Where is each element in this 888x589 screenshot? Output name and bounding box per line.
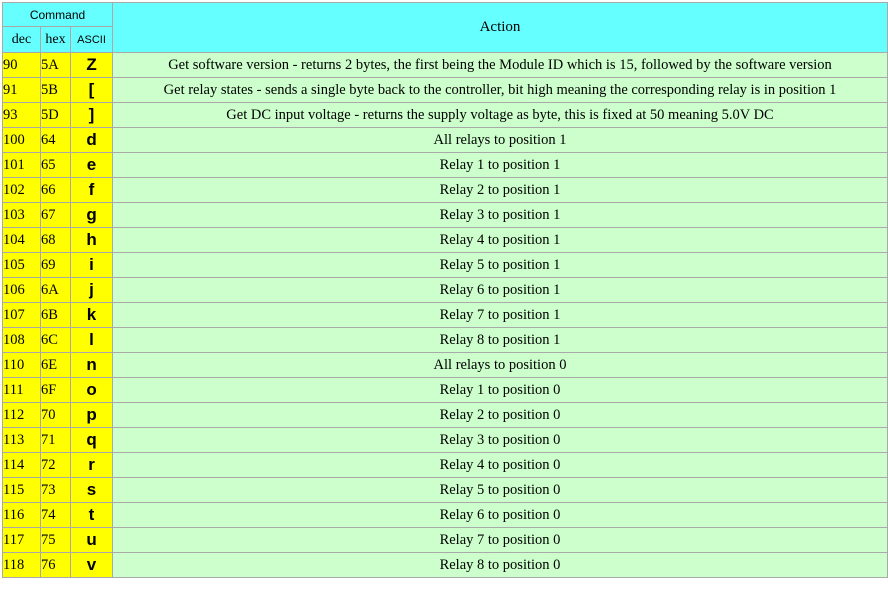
dec-cell: 114 [3, 453, 41, 478]
hex-cell: 69 [41, 253, 71, 278]
ascii-cell: e [71, 153, 113, 178]
ascii-cell: k [71, 303, 113, 328]
table-row [3, 103, 888, 128]
action-cell: Relay 2 to position 1 [113, 178, 888, 203]
table-row [3, 428, 888, 453]
action-cell: Relay 7 to position 1 [113, 303, 888, 328]
ascii-cell: t [71, 503, 113, 528]
dec-cell: 115 [3, 478, 41, 503]
dec-cell: 107 [3, 303, 41, 328]
ascii-cell: d [71, 128, 113, 153]
table-body [3, 53, 888, 578]
hex-cell: 68 [41, 228, 71, 253]
action-cell: Relay 3 to position 0 [113, 428, 888, 453]
action-cell: Relay 5 to position 0 [113, 478, 888, 503]
action-cell: Relay 2 to position 0 [113, 403, 888, 428]
dec-cell: 117 [3, 528, 41, 553]
dec-cell: 102 [3, 178, 41, 203]
dec-cell: 101 [3, 153, 41, 178]
table-row [3, 53, 888, 78]
hex-cell: 73 [41, 478, 71, 503]
table-row [3, 153, 888, 178]
table-row [3, 378, 888, 403]
ascii-cell: o [71, 378, 113, 403]
action-cell: Relay 4 to position 0 [113, 453, 888, 478]
action-cell: Get relay states - sends a single byte back to the controller, bit high meaning the corresponding relay is in position 1 [113, 78, 888, 103]
action-cell: Relay 6 to position 0 [113, 503, 888, 528]
hex-cell: 5B [41, 78, 71, 103]
hex-cell: 64 [41, 128, 71, 153]
ascii-cell: u [71, 528, 113, 553]
hex-cell: 5D [41, 103, 71, 128]
ascii-cell: f [71, 178, 113, 203]
hex-cell: 70 [41, 403, 71, 428]
dec-cell: 106 [3, 278, 41, 303]
action-cell: Relay 4 to position 1 [113, 228, 888, 253]
table-row [3, 403, 888, 428]
action-cell: All relays to position 0 [113, 353, 888, 378]
hex-header: hex [41, 27, 71, 53]
command-table [2, 2, 888, 578]
dec-cell: 104 [3, 228, 41, 253]
ascii-cell: j [71, 278, 113, 303]
dec-cell: 108 [3, 328, 41, 353]
hex-cell: 75 [41, 528, 71, 553]
action-cell: Relay 1 to position 0 [113, 378, 888, 403]
hex-cell: 67 [41, 203, 71, 228]
table-row [3, 328, 888, 353]
table-row [3, 478, 888, 503]
dec-cell: 91 [3, 78, 41, 103]
ascii-cell: s [71, 478, 113, 503]
table-row [3, 253, 888, 278]
ascii-header: ASCII [71, 27, 113, 53]
hex-cell: 5A [41, 53, 71, 78]
dec-cell: 100 [3, 128, 41, 153]
command-header: Command [3, 3, 113, 27]
hex-cell: 65 [41, 153, 71, 178]
hex-cell: 71 [41, 428, 71, 453]
action-cell: Relay 8 to position 1 [113, 328, 888, 353]
table-row [3, 228, 888, 253]
ascii-cell: p [71, 403, 113, 428]
hex-cell: 6B [41, 303, 71, 328]
action-cell: Relay 1 to position 1 [113, 153, 888, 178]
hex-cell: 72 [41, 453, 71, 478]
ascii-cell: h [71, 228, 113, 253]
table-row [3, 278, 888, 303]
dec-cell: 93 [3, 103, 41, 128]
hex-cell: 76 [41, 553, 71, 578]
action-cell: Relay 5 to position 1 [113, 253, 888, 278]
action-cell: Get software version - returns 2 bytes, the first being the Module ID which is 15, followed by the software version [113, 53, 888, 78]
table-row [3, 203, 888, 228]
ascii-cell: g [71, 203, 113, 228]
table-row [3, 128, 888, 153]
hex-cell: 66 [41, 178, 71, 203]
ascii-cell: l [71, 328, 113, 353]
ascii-cell: n [71, 353, 113, 378]
action-cell: Relay 6 to position 1 [113, 278, 888, 303]
dec-cell: 112 [3, 403, 41, 428]
table-header [3, 3, 888, 53]
hex-cell: 6A [41, 278, 71, 303]
dec-cell: 90 [3, 53, 41, 78]
header-row-top [3, 3, 888, 27]
table-row [3, 178, 888, 203]
dec-cell: 113 [3, 428, 41, 453]
table-row [3, 503, 888, 528]
table-row [3, 303, 888, 328]
dec-cell: 105 [3, 253, 41, 278]
dec-cell: 111 [3, 378, 41, 403]
action-cell: Relay 3 to position 1 [113, 203, 888, 228]
ascii-cell: ] [71, 103, 113, 128]
hex-cell: 6C [41, 328, 71, 353]
ascii-cell: q [71, 428, 113, 453]
dec-header: dec [3, 27, 41, 53]
ascii-cell: [ [71, 78, 113, 103]
table-row [3, 553, 888, 578]
dec-cell: 103 [3, 203, 41, 228]
dec-cell: 110 [3, 353, 41, 378]
ascii-cell: v [71, 553, 113, 578]
action-cell: Relay 7 to position 0 [113, 528, 888, 553]
ascii-cell: Z [71, 53, 113, 78]
action-cell: All relays to position 1 [113, 128, 888, 153]
hex-cell: 6E [41, 353, 71, 378]
action-cell: Relay 8 to position 0 [113, 553, 888, 578]
table-row [3, 353, 888, 378]
table-row [3, 78, 888, 103]
dec-cell: 118 [3, 553, 41, 578]
action-header: Action [113, 3, 888, 53]
hex-cell: 6F [41, 378, 71, 403]
hex-cell: 74 [41, 503, 71, 528]
table-row [3, 528, 888, 553]
dec-cell: 116 [3, 503, 41, 528]
action-cell: Get DC input voltage - returns the supply voltage as byte, this is fixed at 50 meaning 5.0V DC [113, 103, 888, 128]
ascii-cell: i [71, 253, 113, 278]
table-row [3, 453, 888, 478]
ascii-cell: r [71, 453, 113, 478]
